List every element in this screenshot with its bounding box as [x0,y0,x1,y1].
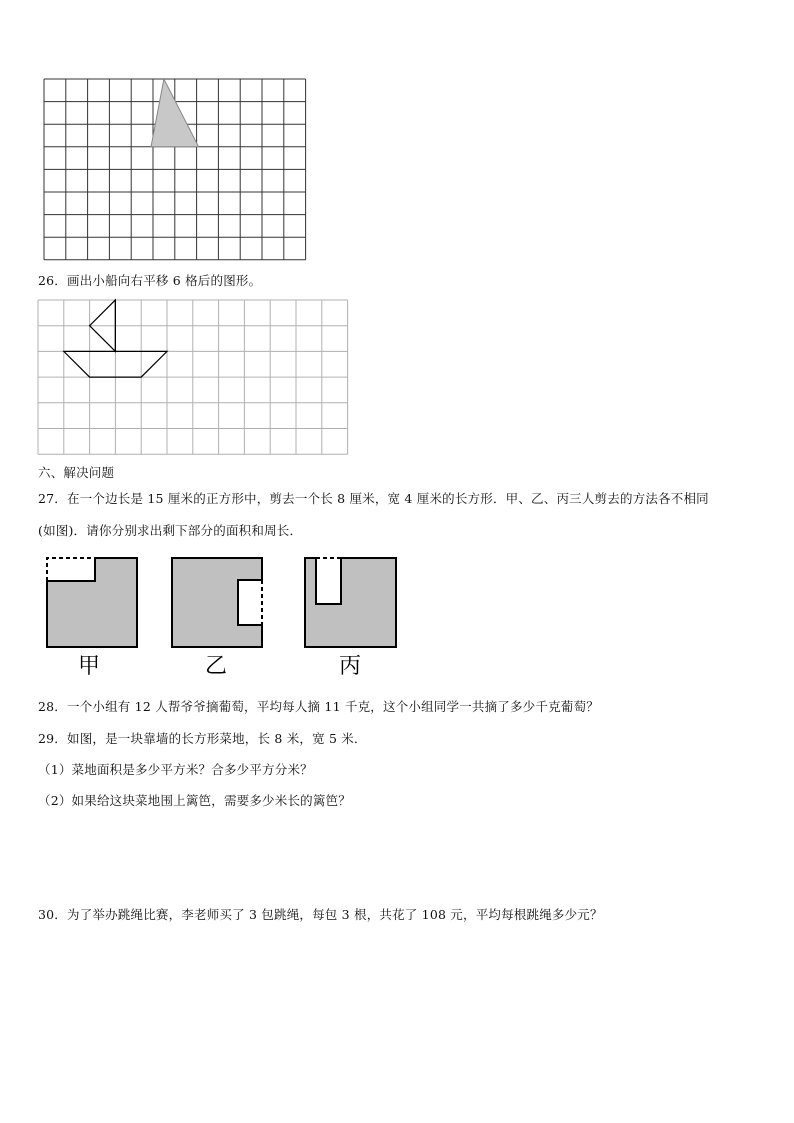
question-28: 28．一个小组有 12 人帮爷爷摘葡萄，平均每人摘 11 千克，这个小组同学一共摘了多少千克葡萄？ [38,699,599,714]
figure-bing [305,558,396,647]
figure-jia [47,558,137,647]
label-bing: 丙 [339,654,362,679]
question-29-sub2: （2）如果给这块菜地围上篱笆，需要多少米长的篱笆？ [38,793,351,808]
label-jia: 甲 [78,654,101,679]
question-29: 29．如图，是一块靠墙的长方形菜地，长 8 米，宽 5 米． [38,731,367,746]
figure-jia-cut [47,558,95,581]
figure-yi-shape [172,558,262,647]
question-27-line1: 27．在一个边长是 15 厘米的正方形中，剪去一个长 8 厘米，宽 4 厘米的长方形．甲、乙、丙三人剪去的方法各不相同 [38,491,709,506]
question-27-line2: (如图)．请你分别求出剩下部分的面积和周长． [38,523,303,538]
figure-jia-shape [47,558,137,647]
question-29-sub1: （1）菜地面积是多少平方米？合多少平方分米？ [38,762,313,777]
figure-yi [172,558,262,647]
question-26: 26．画出小船向右平移 6 格后的图形。 [38,273,262,288]
question-30: 30．为了举办跳绳比赛，李老师买了 3 包跳绳，每包 3 根，共花了 108 元，平均每根跳绳多少元？ [38,907,603,922]
figure-bing-shape [305,558,396,647]
label-yi: 乙 [205,654,228,679]
section-6-heading: 六、解决问题 [38,465,115,480]
